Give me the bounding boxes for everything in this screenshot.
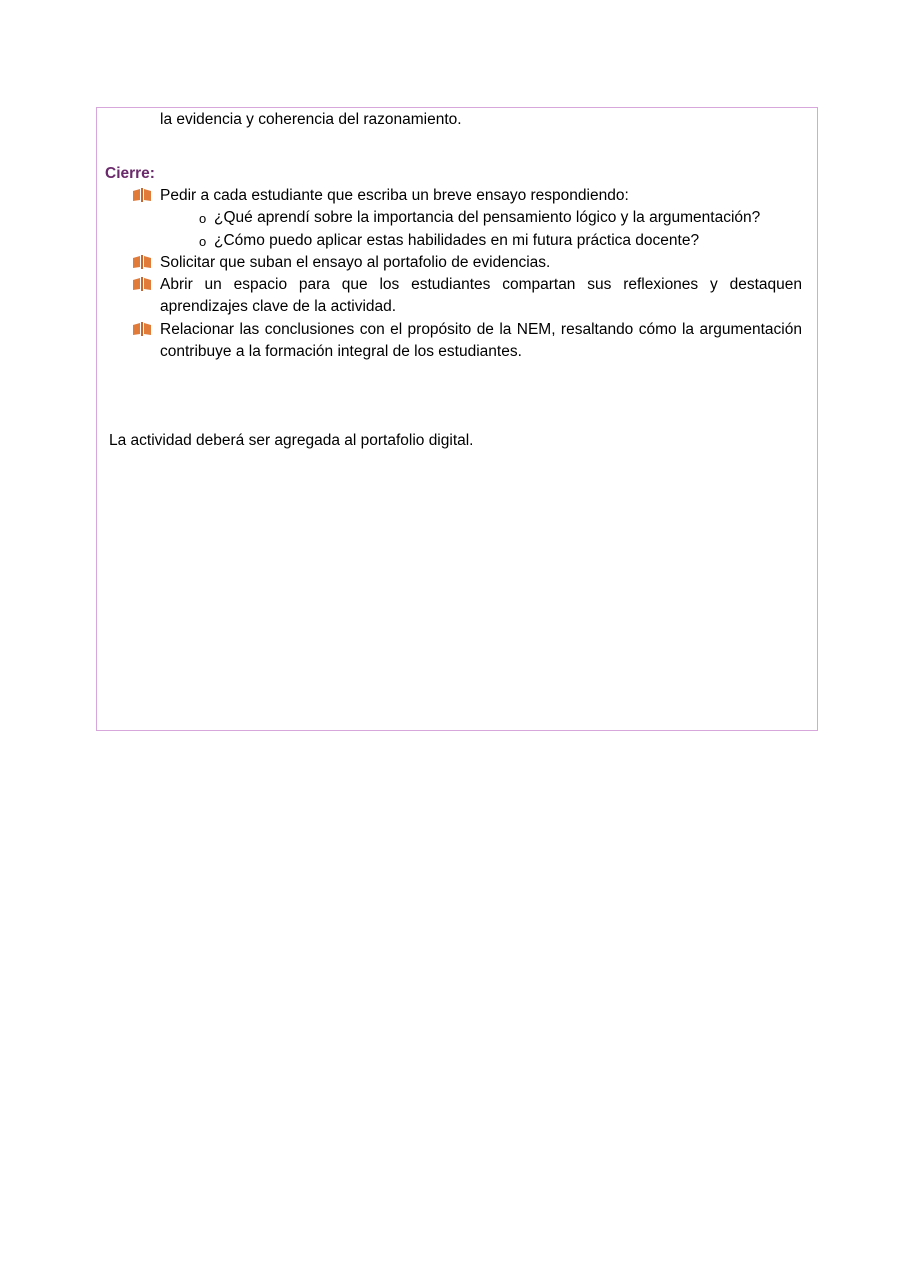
closing-item-3: Abrir un espacio para que los estudiantes compartan sus reflexiones y destaquen aprendizajes clave de la actividad. [160, 276, 802, 315]
open-book-icon [132, 188, 152, 202]
closing-item-1: Pedir a cada estudiante que escriba un breve ensayo respondiendo: [160, 187, 629, 204]
closing-subitem-2: ¿Cómo puedo aplicar estas habilidades en mi futura práctica docente? [214, 232, 700, 249]
footer-note: La actividad deberá ser agregada al portafolio digital. [109, 432, 474, 449]
open-book-icon [132, 255, 152, 269]
continuation-text: la evidencia y coherencia del razonamiento. [160, 111, 462, 128]
open-book-icon [132, 277, 152, 291]
sub-bullet-marker: o [199, 234, 207, 249]
open-book-icon [132, 322, 152, 336]
closing-item-2: Solicitar que suban el ensayo al portafolio de evidencias. [160, 254, 551, 271]
section-heading-cierre: Cierre: [105, 165, 155, 182]
closing-item-4: Relacionar las conclusiones con el propósito de la NEM, resaltando cómo la argumentación contribuye a la formación integral de los estudiantes. [160, 321, 802, 360]
sub-bullet-marker: o [199, 211, 207, 226]
closing-subitem-1: ¿Qué aprendí sobre la importancia del pensamiento lógico y la argumentación? [214, 209, 761, 226]
